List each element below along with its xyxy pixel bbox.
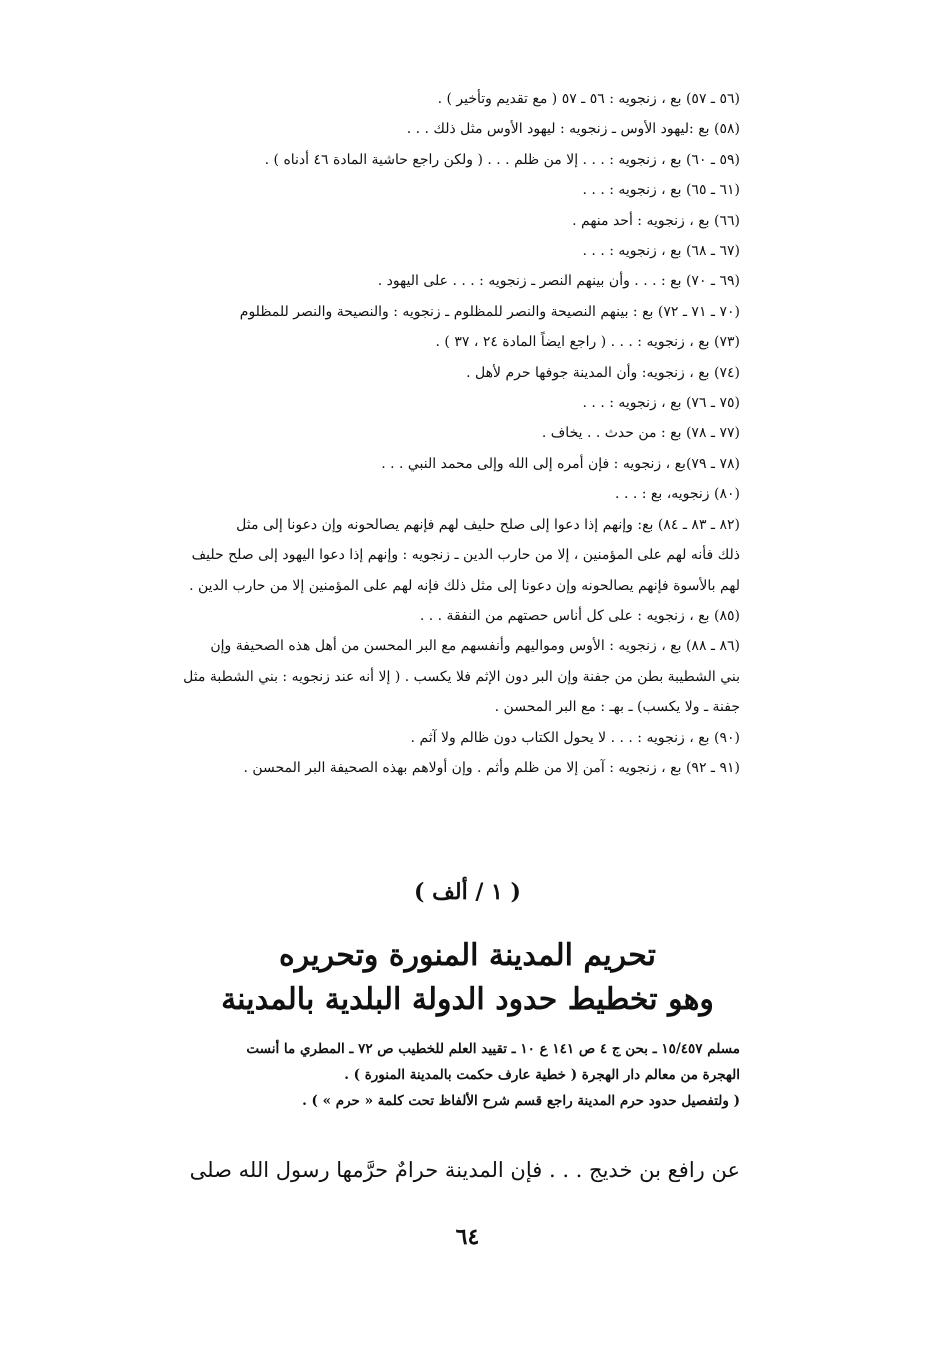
source-line: ( ولتفصيل حدود حرم المدينة راجع قسم شرح الألفاظ تحت كلمة « حرم » ) . bbox=[302, 1093, 740, 1109]
footnote-continuation-line: بني الشطيبة بطن من جفنة وإن البر دون الإثم فلا يكسب . ( إلا أنه عند زنجويه : بني الشطبة مثل bbox=[183, 668, 740, 685]
footnote-line: (٦٦) بع ، زنجويه : أحد منهم . bbox=[572, 212, 740, 229]
footnote-line: (٧٥ ـ ٧٦) بع ، زنجويه : . . . bbox=[582, 395, 740, 412]
footnote-line: (٩٠) بع ، زنجويه : . . . لا يحول الكتاب دون ظالم ولا آثم . bbox=[410, 729, 740, 746]
source-line: مسلم ١٥/٤٥٧ ـ بحن ج ٤ ص ١٤١ ع ١٠ ـ تقييد العلم للخطيب ص ٧٢ ـ المطري ما أنست bbox=[246, 1041, 740, 1057]
footnote-line: (٩١ ـ ٩٢) بع ، زنجويه : آمن إلا من ظلم وأثم . وإن أولاهم بهذه الصحيفة البر المحسن . bbox=[243, 759, 740, 776]
section-title-line-2: وهو تخطيط حدود الدولة البلدية بالمدينة bbox=[221, 982, 714, 1017]
section-label: ( ١ / ألف ) bbox=[414, 879, 521, 905]
footnote-line: (٥٩ ـ ٦٠) بع ، زنجويه : . . . إلا من ظلم . . . ( ولكن راجع حاشية المادة ٤٦ أدناه ) . bbox=[264, 151, 740, 168]
footnote-line: (٨٠) زنجويه، بع : . . . bbox=[615, 486, 740, 503]
body-text: عن رافع بن خديج . . . فإن المدينة حرامٌ حرَّمها رسول الله صلى bbox=[189, 1158, 740, 1182]
footnote-continuation-line: جفنة ـ ولا يكسب) ـ بهـ : مع البر المحسن . bbox=[494, 699, 740, 716]
footnote-line: (٧٠ ـ ٧١ ـ ٧٢) بع : بينهم النصيحة والنصر للمظلوم ـ زنجويه : والنصيحة والنصر للمظلوم bbox=[239, 303, 740, 320]
footnote-line: (٦٩ ـ ٧٠) بع : . . . وأن بينهم النصر ـ زنجويه : . . . على اليهود . bbox=[377, 273, 740, 290]
footnote-line: (٧٣) بع ، زنجويه : . . . ( راجع ايضاً المادة ٢٤ ، ٣٧ ) . bbox=[435, 334, 740, 351]
footnote-line: (٦١ ـ ٦٥) بع ، زنجويه : . . . bbox=[582, 182, 740, 199]
footnote-line: (٨٥) بع ، زنجويه : على كل أناس حصتهم من النفقة . . . bbox=[419, 607, 740, 624]
footnote-line: (٧٧ ـ ٧٨) بع : من حدث . . يخاف . bbox=[541, 425, 740, 442]
footnote-continuation-line: لهم بالأسوة فإنهم يصالحونه وإن دعونا إلى مثل ذلك فإنه لهم على المؤمنين إلا من حارب الدين . bbox=[189, 577, 740, 594]
section-title-line-1: تحريم المدينة المنورة وتحريره bbox=[279, 938, 656, 973]
footnote-line: (٧٤) بع ، زنجويه: وأن المدينة جوفها حرم لأهل . bbox=[466, 364, 740, 381]
source-line: الهجرة من معالم دار الهجرة ( خطية عارف حكمت بالمدينة المنورة ) . bbox=[344, 1067, 740, 1083]
footnote-line: (٨٦ ـ ٨٨) بع ، زنجويه : الأوس ومواليهم وأنفسهم مع البر المحسن من أهل هذه الصحيفة وإن bbox=[210, 638, 740, 655]
sources-block bbox=[130, 1036, 740, 1114]
footnote-line: (٧٨ ـ ٧٩)بع ، زنجويه : فإن أمره إلى الله وإلى محمد النبي . . . bbox=[381, 455, 740, 472]
footnote-line: (٦٧ ـ ٦٨) بع ، زنجويه : . . . bbox=[582, 243, 740, 260]
footnote-line: (٥٨) بع :ليهود الأوس ـ زنجويه : ليهود الأوس مثل ذلك . . . bbox=[406, 121, 740, 138]
footnote-continuation-line: ذلك فأنه لهم على المؤمنين ، إلا من حارب الدين ـ زنجويه : وإنهم إذا دعوا اليهود إلى صلح حليف bbox=[191, 547, 740, 564]
footnote-line: (٥٦ ـ ٥٧) بع ، زنجويه : ٥٦ ـ ٥٧ ( مع تقديم وتأخير ) . bbox=[437, 91, 740, 107]
page-number: ٦٤ bbox=[455, 1224, 480, 1250]
footnotes-block bbox=[130, 84, 740, 783]
footnote-line: (٨٢ ـ ٨٣ ـ ٨٤) بع: وإنهم إذا دعوا إلى صلح حليف لهم فإنهم يصالحونه وإن دعونا إلى مثل bbox=[236, 516, 740, 533]
